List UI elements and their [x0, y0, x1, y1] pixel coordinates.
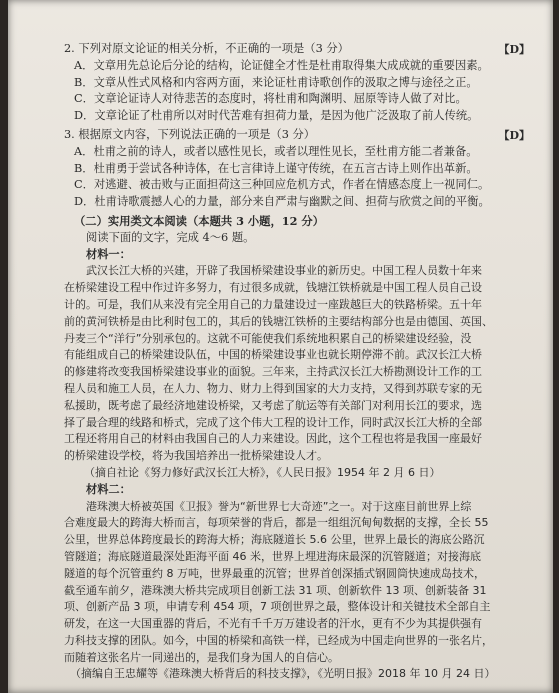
paragraph-line: 公里，世界总体跨度最长的跨海大桥；海底隧道长 5.6 公里，世界上最长的海底公路沉 — [64, 533, 485, 547]
paragraph-line: 程人员和施工人员，在人力、物力、财力上得到国家的大力支持，又得到苏联专家的无 — [64, 381, 482, 395]
paragraph-line: 力科技支撑的团队。如今，中国的桥梁和高铁一样，已经成为中国走向世界的一张名片， — [64, 633, 493, 647]
exam-content — [64, 40, 534, 683]
paragraph-line: 合难度最大的跨海大桥而言，每项荣誉的背后，都是一组组沉甸甸数据的支撑，全长 55 — [64, 516, 489, 530]
question-stem: 2. 下列对原文论证的相关分析，不正确的一项是（3 分） — [64, 42, 349, 55]
material1-body — [64, 263, 534, 465]
option-b: B．杜甫勇于尝试各种诗体，在七言律诗上谨守传统，在五言古诗上则作出革新。 — [74, 161, 478, 175]
material2-title: 材料二： — [86, 482, 131, 496]
section-instruction: 阅读下面的文字，完成 4～6 题。 — [86, 230, 255, 244]
question-stem: 3. 根据原文内容，下列说法正确的一项是（3 分） — [64, 127, 316, 141]
option-b: B．文章从性式风格和内容两方面，来论证杜甫诗歌创作的汲取之博与途径之正。 — [74, 75, 478, 89]
paragraph-line: 管隧道；海底隧道最深处距海平面 46 米，世界上埋进海床最深的沉管隧道；对接海底 — [64, 549, 481, 563]
paragraph-line: 丹麦三个“洋行”分别承包的。这就不可能使我们系统地积累自己的桥梁建设经验，没 — [64, 331, 472, 345]
paragraph-line: 计的。可是，我们从来没有完全用自己的力量建设过一座跋越巨大的铁路桥梁。五十年 — [64, 297, 482, 311]
question-3 — [64, 127, 534, 211]
material2-source: （摘编自王忠耀等《港珠澳大桥背后的科技支撑》，《光明日报》2018 年 10 月 24 日） — [70, 667, 496, 681]
answer-mark: 【D】 — [498, 43, 530, 56]
option-c: C．文章论证诗人对待悲苦的态度时，将杜甫和陶渊明、屈原等诗人做了对比。 — [74, 92, 467, 106]
paragraph-line: 工程还将用自己的材料由我国自己的人力来建设。因此，这个工程也将是我国一座最好 — [64, 432, 482, 446]
question-2 — [64, 41, 534, 125]
paragraph-line: 前的黄河铁桥是由比利时包工的，其后的钱塘江铁桥的主要结构部分也是由德国、英国、 — [64, 314, 493, 328]
section-title: （二）实用类文本阅读（本题共 3 小题，12 分） — [74, 213, 325, 228]
paragraph-line: 截至通车前夕，港珠澳大桥共完成项目创新工法 31 项、创新软件 13 项、创新装备 31 — [64, 583, 487, 597]
paragraph-line: 研发，在这一大国重器的背后，不光有千千万万建设者的汗水，更有不少为其提供强有 — [64, 617, 482, 631]
option-c: C．对逃避、被击败与正面担荷这三种回应危机方式，作者在情感态度上一视同仁。 — [74, 178, 490, 192]
paragraph-line: 港珠澳大桥被英国《卫报》誉为“新世界七大奇迹”之一。对于这座目前世界上综 — [86, 499, 472, 513]
exam-paper — [8, 0, 553, 693]
paragraph-line: 隧道的每个沉管重约 8 万吨，世界最重的沉管；世界首创深插式钢圆筒快速成岛技术， — [64, 566, 485, 580]
material2-body — [64, 499, 534, 667]
material1-title: 材料一： — [86, 247, 131, 261]
paragraph-line: 择了最合理的线路和桥式，完成了这个伟大工程的设计工作，同时武汉长江大桥的全部 — [64, 415, 482, 429]
paragraph-line: 武汉长江大桥的兴建，开辟了我国桥梁建设事业的新历史。中国工程人员数十年来 — [86, 264, 482, 278]
paragraph-line: 的修建将改变我国桥梁建设事业的面貌。三年来，主持武汉长江大桥勘测设计工作的工 — [64, 365, 482, 379]
option-a: A．杜甫之前的诗人，或者以感性见长，或者以理性见长，至杜甫方能二者兼备。 — [74, 144, 478, 158]
answer-mark: 【D】 — [498, 128, 530, 142]
paragraph-line: 有能组成自己的桥梁建设队伍，中国的桥梁建设事业也就长期停滞不前。武汉长江大桥 — [64, 348, 482, 362]
material1-source: （摘自社论《努力修好武汉长江大桥》，《人民日报》1954 年 2 月 6 日） — [84, 465, 441, 479]
paragraph-line: 而随着这张名片一同递出的，是我们身为国人的自信心。 — [64, 650, 339, 664]
paragraph-line: 私援助，既考虑了最经济地建设桥梁，又考虑了航运等有关部门对利用长江的要求，选 — [64, 398, 482, 412]
paragraph-line: 的桥梁建设学校，将为我国培养出一批桥梁建设人才。 — [64, 449, 328, 463]
paragraph-line: 项、创新产品 3 项，申请专利 454 项，7 项创世界之最，整体设计和关键技术全部自主 — [64, 600, 491, 614]
option-a: A．文章用先总论后分论的结构，论证健全才性是杜甫取得集大成成就的重要因素。 — [74, 58, 489, 72]
option-d: D．文章论证了杜甫所以对时代苦难有担荷力量，是因为他广泛汲取了前人传统。 — [74, 109, 479, 123]
option-d: D．杜甫诗歌震撼人心的力量，部分来自严肃与幽默之间、担荷与欣赏之间的平衡。 — [74, 195, 490, 209]
paragraph-line: 在桥梁建设工程中作过许多努力，有过很多成就，钱塘江铁桥就是中国工程人员自己设 — [64, 281, 482, 295]
